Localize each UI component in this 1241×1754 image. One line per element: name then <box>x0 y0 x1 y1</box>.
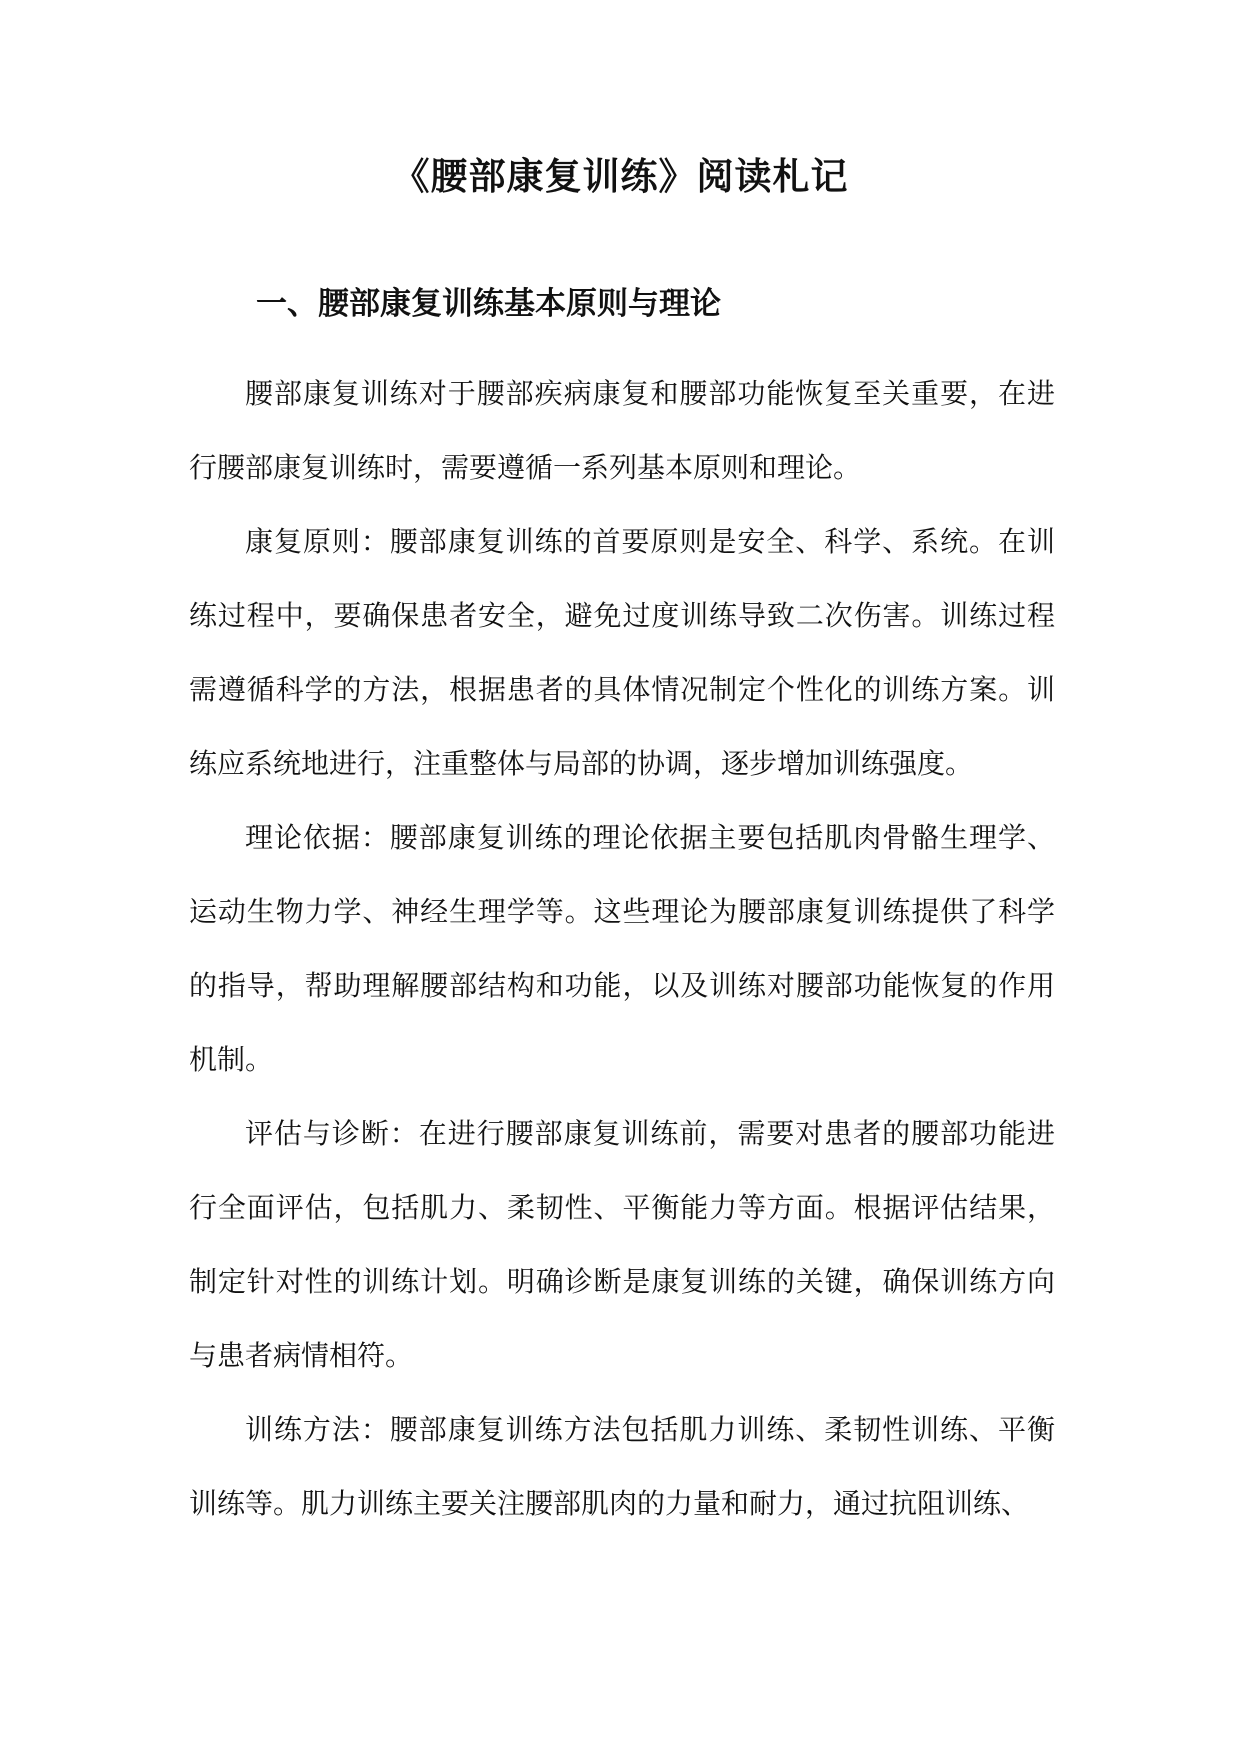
paragraph-training-methods: 训练方法：腰部康复训练方法包括肌力训练、柔韧性训练、平衡训练等。肌力训练主要关注腰部肌肉的力量和耐力，通过抗阻训练、 <box>189 1413 1055 1520</box>
paragraph-assessment-diagnosis: 评估与诊断：在进行腰部康复训练前，需要对患者的腰部功能进行全面评估，包括肌力、柔韧性、平衡能力等方面。根据评估结果，制定针对性的训练计划。明确诊断是康复训练的关键，确保训练方向与患者病情相符。 <box>189 1117 1055 1372</box>
section-body <box>189 357 1055 1541</box>
paragraph-rehab-principles: 康复原则：腰部康复训练的首要原则是安全、科学、系统。在训练过程中，要确保患者安全，避免过度训练导致二次伤害。训练过程需遵循科学的方法，根据患者的具体情况制定个性化的训练方案。训练应系统地进行，注重整体与局部的协调，逐步增加训练强度。 <box>189 525 1055 780</box>
paragraph-theoretical-basis: 理论依据：腰部康复训练的理论依据主要包括肌肉骨骼生理学、运动生物力学、神经生理学等。这些理论为腰部康复训练提供了科学的指导，帮助理解腰部结构和功能，以及训练对腰部功能恢复的作用机制。 <box>189 821 1055 1076</box>
section-heading: 一、腰部康复训练基本原则与理论 <box>256 286 721 322</box>
paragraph-intro: 腰部康复训练对于腰部疾病康复和腰部功能恢复至关重要，在进行腰部康复训练时，需要遵循一系列基本原则和理论。 <box>189 377 1055 484</box>
document-title: 《腰部康复训练》阅读札记 <box>392 154 849 198</box>
